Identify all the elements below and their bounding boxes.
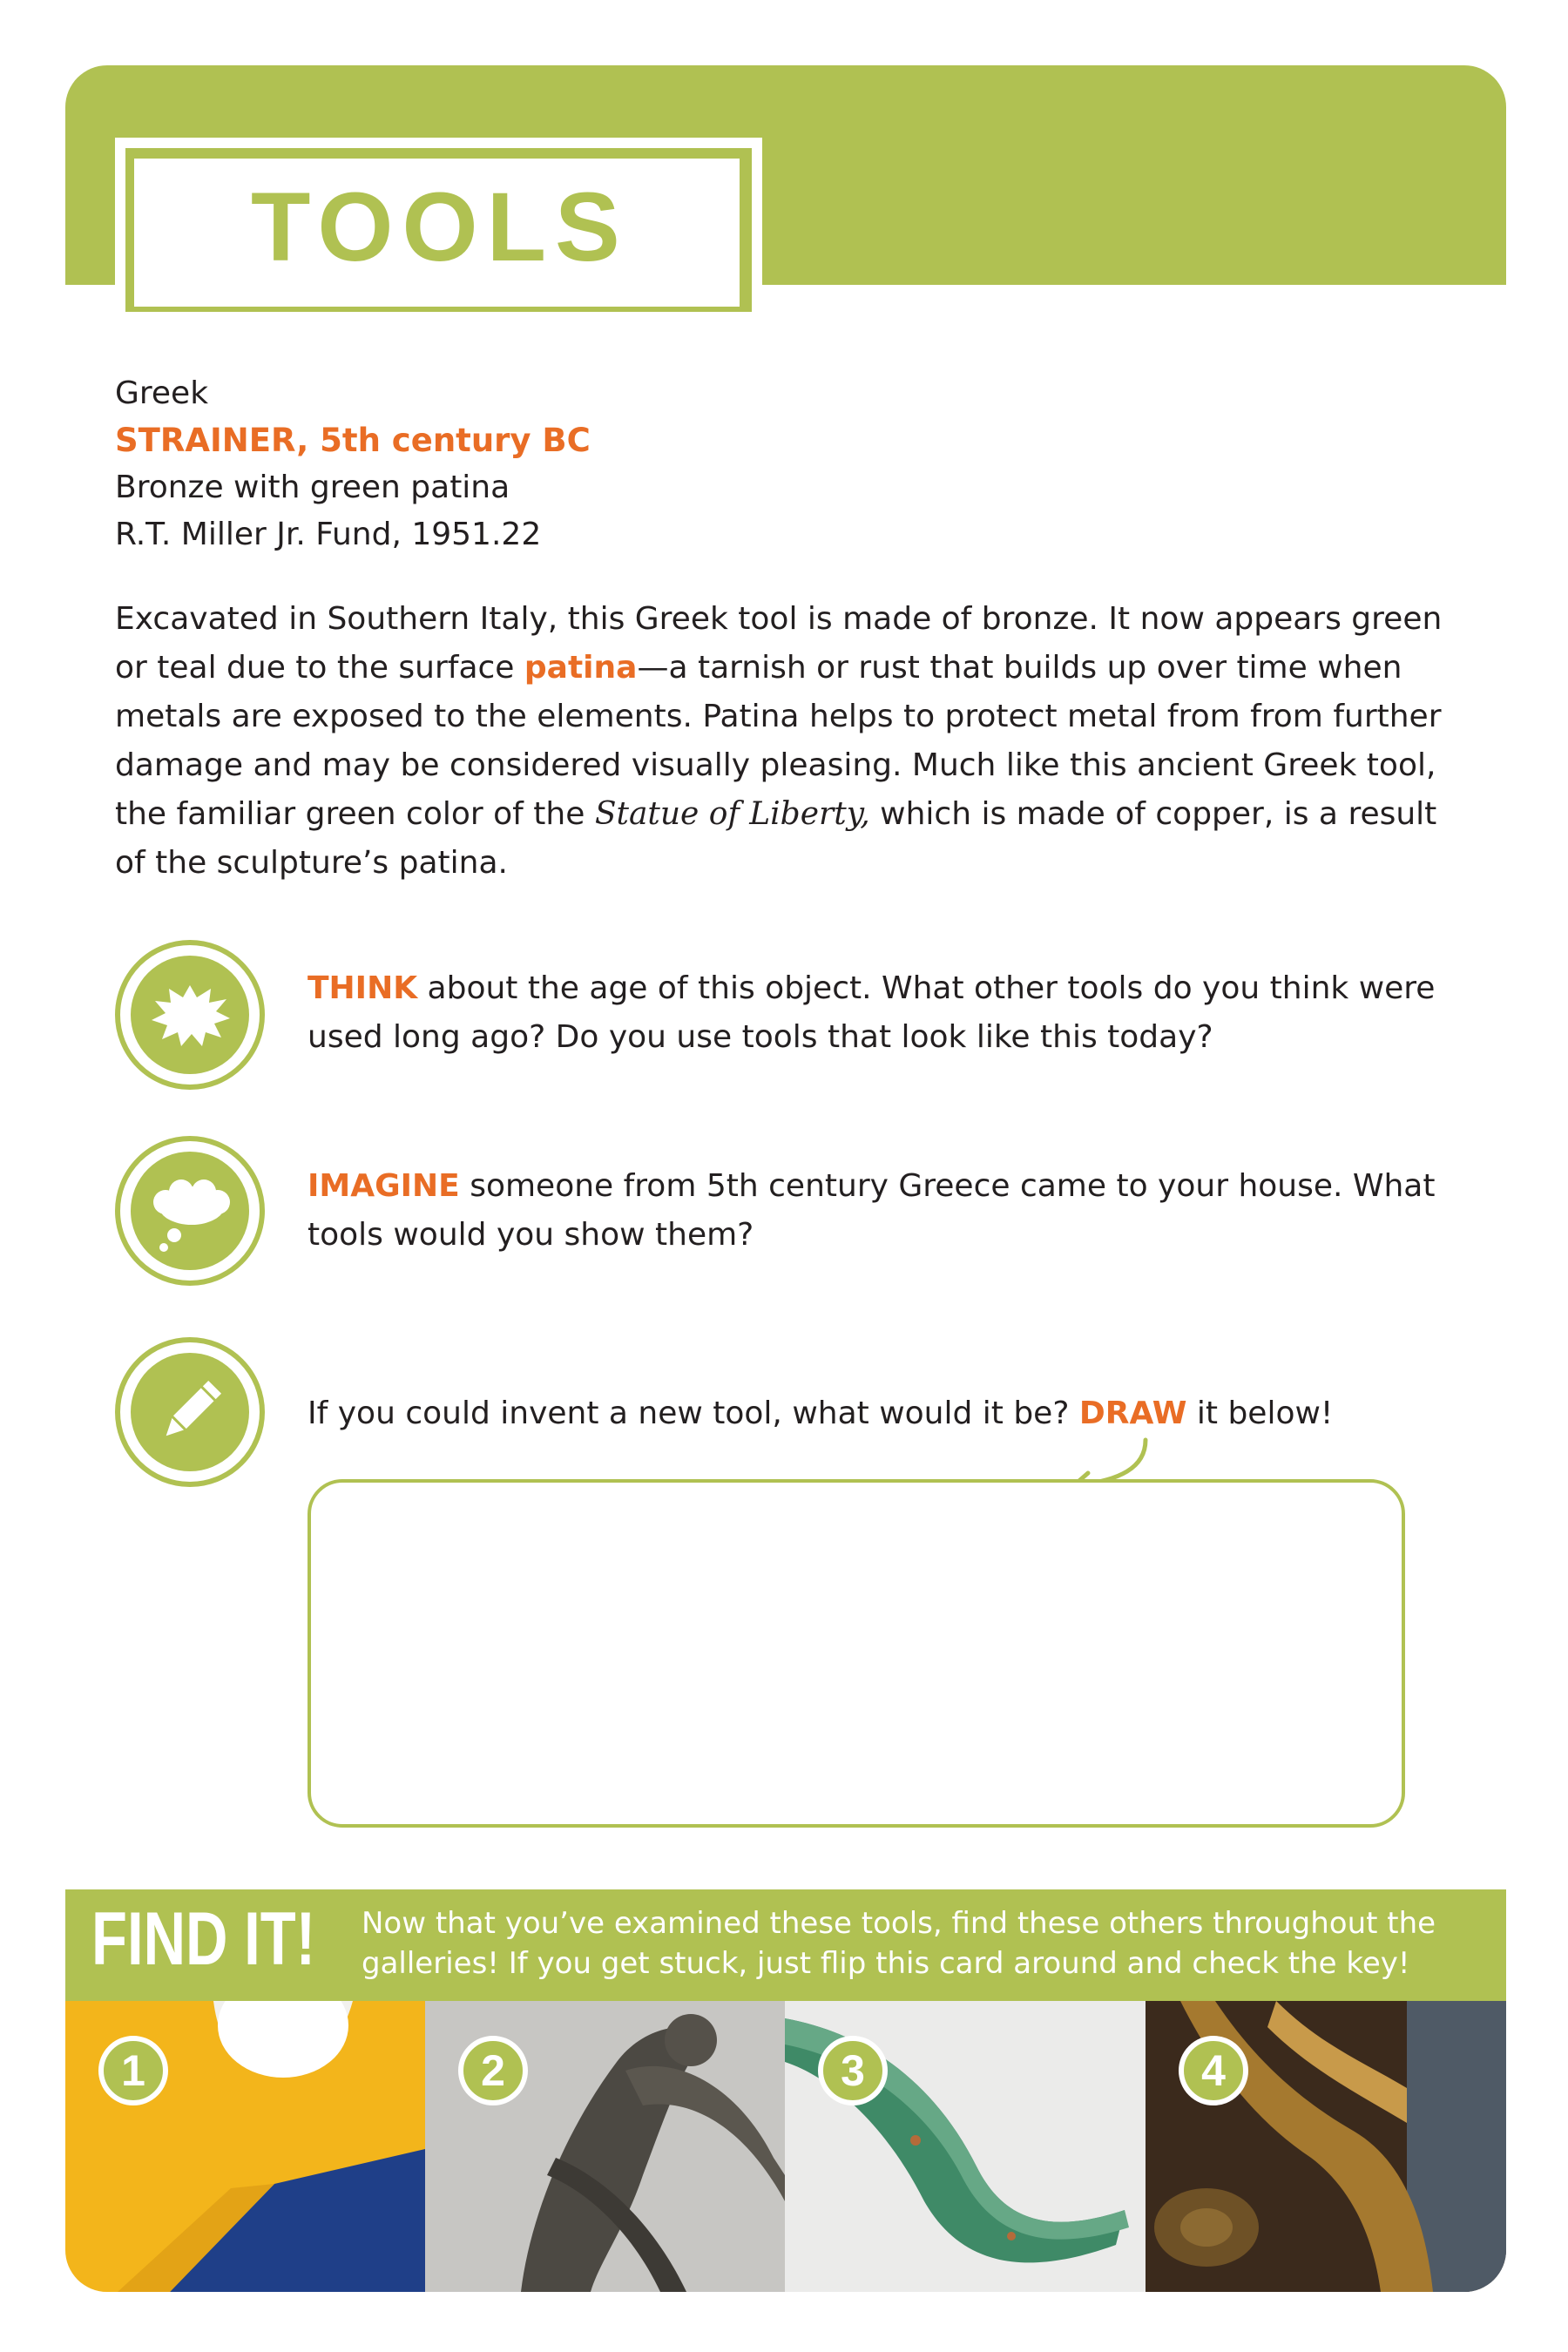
thought-bubble-icon [120,1141,260,1281]
draw-text-after: it below! [1186,1396,1334,1431]
think-prompt [308,964,1475,1062]
find-it-text: Now that you’ve examined these tools, find these others throughout the galleries! If you get stuck, just flip this card around and check the key! [362,1906,1436,1981]
description-part3: which is made of copper, is a result of the sculpture’s patina. [115,796,1437,881]
draw-prompt [308,1389,1475,1438]
imagine-keyword: IMAGINE [308,1168,460,1204]
object-medium: Bronze with green patina [115,470,510,505]
item-number-3: 3 [818,2036,888,2105]
imagine-text: someone from 5th century Greece came to your house. What tools would you show them? [308,1168,1436,1253]
find-it-band [65,1889,1506,2001]
find-it-photos [65,2001,1506,2292]
object-culture: Greek [115,375,209,411]
activity-card [65,65,1506,2292]
find-photo-1 [65,2001,425,2292]
description-italic: Statue of Liberty, [594,796,870,832]
think-badge [115,940,265,1090]
description-part1: Excavated in Southern Italy, this Greek tool is made of bronze. It now appears green or teal due to the surface [115,601,1443,686]
draw-keyword: DRAW [1078,1396,1187,1431]
think-text: about the age of this object. What other tools do you think were used long ago? Do you use tools that look like this today? [308,970,1436,1055]
find-it-title: FIND IT! [91,1897,316,1981]
draw-badge [115,1337,265,1487]
draw-text-before: If you could invent a new tool, what would it be? [308,1396,1079,1431]
object-title: STRAINER, 5th century BC [115,422,591,459]
item-number-4: 4 [1179,2036,1248,2105]
page-title: TOOLS [251,172,629,281]
pencil-icon [120,1342,260,1482]
burst-icon [120,945,260,1085]
find-photo-3 [785,2001,1146,2292]
description-term: patina [524,650,638,686]
find-photo-2 [425,2001,785,2292]
drawing-area[interactable] [308,1479,1405,1828]
description-part2: —a tarnish or rust that builds up over time when metals are exposed to the elements. Patina helps to protect metal from from further damage and may be considered visually pleasing. Much like this ancient Greek tool, the familiar green color of the [115,650,1442,832]
item-number-1: 1 [98,2036,168,2105]
object-label [115,370,1422,558]
imagine-prompt [308,1162,1475,1260]
object-description [115,595,1474,888]
imagine-badge [115,1136,265,1286]
find-photo-4 [1146,2001,1506,2292]
think-keyword: THINK [308,970,418,1006]
object-credit: R.T. Miller Jr. Fund, 1951.22 [115,517,542,552]
item-number-2: 2 [458,2036,528,2105]
